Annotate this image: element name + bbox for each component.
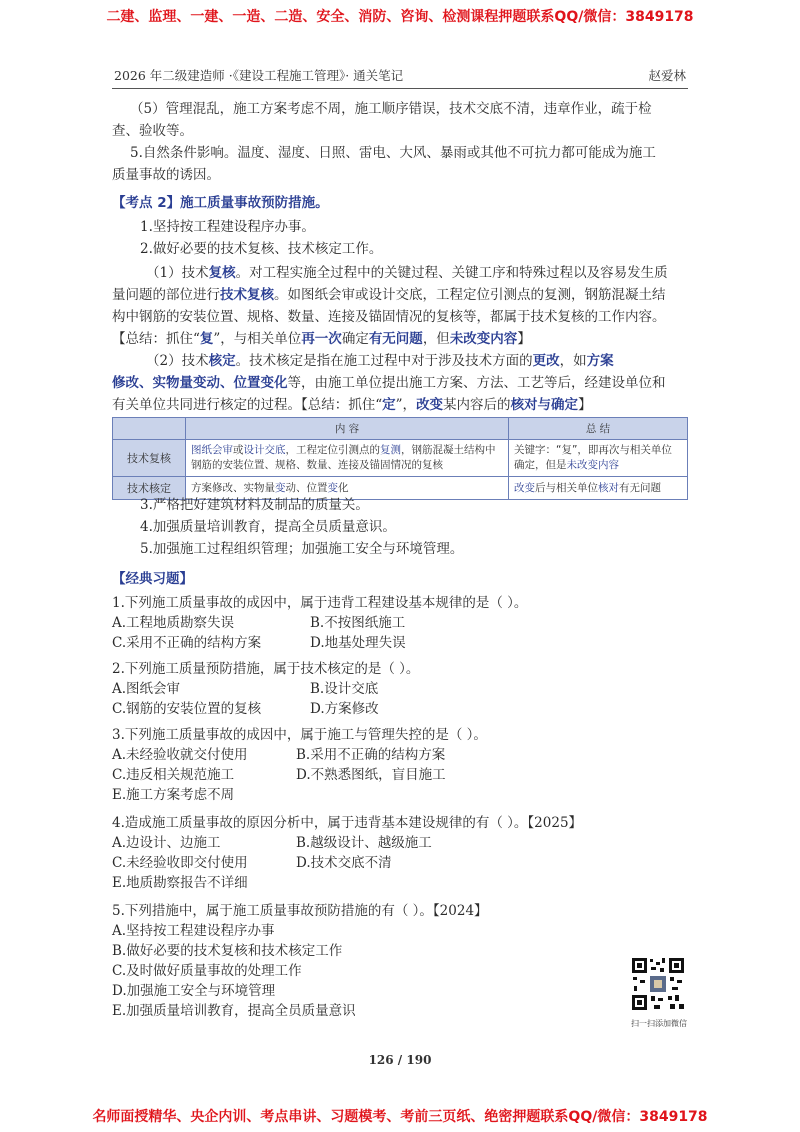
tech-review-line-1: （1）技术复核。对工程实施全过程中的关键过程、关键工序和特殊过程以及容易发生质 <box>146 265 668 281</box>
tech-review-line-2: 量问题的部位进行技术复核。如图纸会审或设计交底，工程定位引测点的复测，钢筋混凝土结 <box>112 287 666 303</box>
table-header-row <box>113 418 688 440</box>
table-header-summary: 总 结 <box>509 418 688 440</box>
answer-option: B.不按图纸施工 <box>310 615 406 631</box>
qr-code-icon <box>630 956 686 1012</box>
answer-option: A.未经验收就交付使用 <box>112 747 248 763</box>
table-cell-summary: 关键字：“复”，即再次与相关单位确定，但是未改变内容 <box>509 440 688 477</box>
table-cell-content: 方案修改、实物量变动、位置变化 <box>186 477 509 500</box>
measure-2: 2.做好必要的技术复核、技术核定工作。 <box>140 241 383 257</box>
question-stem: 4.造成施工质量事故的原因分析中，属于违背基本建设规律的有（ ）。【2025】 <box>112 815 583 831</box>
paragraph-natural-conditions-cont: 质量事故的诱因。 <box>112 167 220 183</box>
table-row <box>113 440 688 477</box>
answer-option: C.及时做好质量事故的处理工作 <box>112 963 302 979</box>
answer-option: D.加强施工安全与环境管理 <box>112 983 276 999</box>
table-cell-content: 图纸会审或设计交底，工程定位引测点的复测，钢筋混凝土结构中钢筋的安装位置、规格、数量、连接及锚固情况的复核 <box>186 440 509 477</box>
paragraph-natural-conditions: 5.自然条件影响。温度、湿度、日照、雷电、大风、暴雨或其他不可抗力都可能成为施工 <box>130 145 656 161</box>
answer-option: B.采用不正确的结构方案 <box>296 747 446 763</box>
header-title: 2026 年二级建造师 ·《建设工程施工管理》· 通关笔记 <box>114 68 404 83</box>
measure-5: 5.加强施工过程组织管理；加强施工安全与环境管理。 <box>140 541 464 557</box>
question-stem: 5.下列措施中，属于施工质量事故预防措施的有（ ）。【2024】 <box>112 903 488 919</box>
answer-option: C.钢筋的安装位置的复核 <box>112 701 262 717</box>
answer-option: A.边设计、边施工 <box>112 835 221 851</box>
answer-option: C.采用不正确的结构方案 <box>112 635 262 651</box>
tech-approval-line-2: 修改、实物量变动、位置变化等，由施工单位提出施工方案、方法、工艺等后，经建设单位和 <box>112 375 666 391</box>
page-number: 126 / 190 <box>368 1053 432 1067</box>
table-header-content: 内 容 <box>186 418 509 440</box>
table-row-label: 技术复核 <box>113 440 186 477</box>
answer-option: D.不熟悉图纸，盲目施工 <box>296 767 446 783</box>
tech-approval-line-1: （2）技术核定。技术核定是指在施工过程中对于涉及技术方面的更改，如方案 <box>146 353 614 369</box>
tech-review-line-3: 构中钢筋的安装位置、规格、数量、连接及锚固情况的复核等，都属于技术复核的工作内容。 <box>112 309 666 325</box>
answer-option: D.方案修改 <box>310 701 379 717</box>
answer-option: A.图纸会审 <box>112 681 181 697</box>
answer-option: E.施工方案考虑不周 <box>112 787 235 803</box>
paragraph-management-chaos-cont: 查、验收等。 <box>112 123 193 139</box>
measure-4: 4.加强质量培训教育，提高全员质量意识。 <box>140 519 396 535</box>
measure-3: 3.严格把好建筑材料及制品的质量关。 <box>140 497 369 513</box>
header-author: 赵爱林 <box>648 68 686 83</box>
tech-approval-line-3: 有关单位共同进行核定的过程。【总结：抓住“定”，改变某内容后的核对与确定】 <box>112 397 592 413</box>
table-corner-cell <box>113 418 186 440</box>
answer-option: D.地基处理失误 <box>310 635 406 651</box>
answer-option: E.地质勘察报告不详细 <box>112 875 248 891</box>
answer-option: A.工程地质勘察失误 <box>112 615 235 631</box>
question-stem: 1.下列施工质量事故的成因中，属于违背工程建设基本规律的是（ ）。 <box>112 595 528 611</box>
answer-option: B.设计交底 <box>310 681 379 697</box>
answer-option: D.技术交底不清 <box>296 855 392 871</box>
promo-banner-bottom: 名师面授精华、央企内训、考点串讲、习题模考、考前三页纸、绝密押题联系QQ/微信：3849178 <box>92 1109 708 1125</box>
paragraph-management-chaos: （5）管理混乱，施工方案考虑不周，施工顺序错误，技术交底不清，违章作业，疏于检 <box>130 101 652 117</box>
answer-option: C.未经验收即交付使用 <box>112 855 248 871</box>
answer-option: E.加强质量培训教育，提高全员质量意识 <box>112 1003 356 1019</box>
question-stem: 2.下列施工质量预防措施，属于技术核定的是（ ）。 <box>112 661 420 677</box>
header-divider <box>112 88 688 89</box>
answer-option: A.坚持按工程建设程序办事 <box>112 923 275 939</box>
table-row-label: 技术核定 <box>113 477 186 500</box>
comparison-table <box>112 417 688 500</box>
tech-review-summary: 【总结：抓住“复”，与相关单位再一次确定有无问题，但未改变内容】 <box>112 331 531 347</box>
qr-caption: 扫一扫添加微信 <box>631 1019 687 1028</box>
answer-option: B.越级设计、越级施工 <box>296 835 432 851</box>
measure-1: 1.坚持按工程建设程序办事。 <box>140 219 315 235</box>
question-stem: 3.下列施工质量事故的成因中，属于施工与管理失控的是（ ）。 <box>112 727 487 743</box>
promo-banner-top: 二建、监理、一建、一造、二造、安全、消防、咨询、检测课程押题联系QQ/微信：3849178 <box>106 9 694 25</box>
answer-option: B.做好必要的技术复核和技术核定工作 <box>112 943 343 959</box>
table-cell-summary: 改变后与相关单位核对有无问题 <box>509 477 688 500</box>
section-heading-key-point-2: 【考点 2】施工质量事故预防措施。 <box>112 195 329 211</box>
exercises-heading: 【经典习题】 <box>112 571 193 587</box>
answer-option: C.违反相关规范施工 <box>112 767 235 783</box>
